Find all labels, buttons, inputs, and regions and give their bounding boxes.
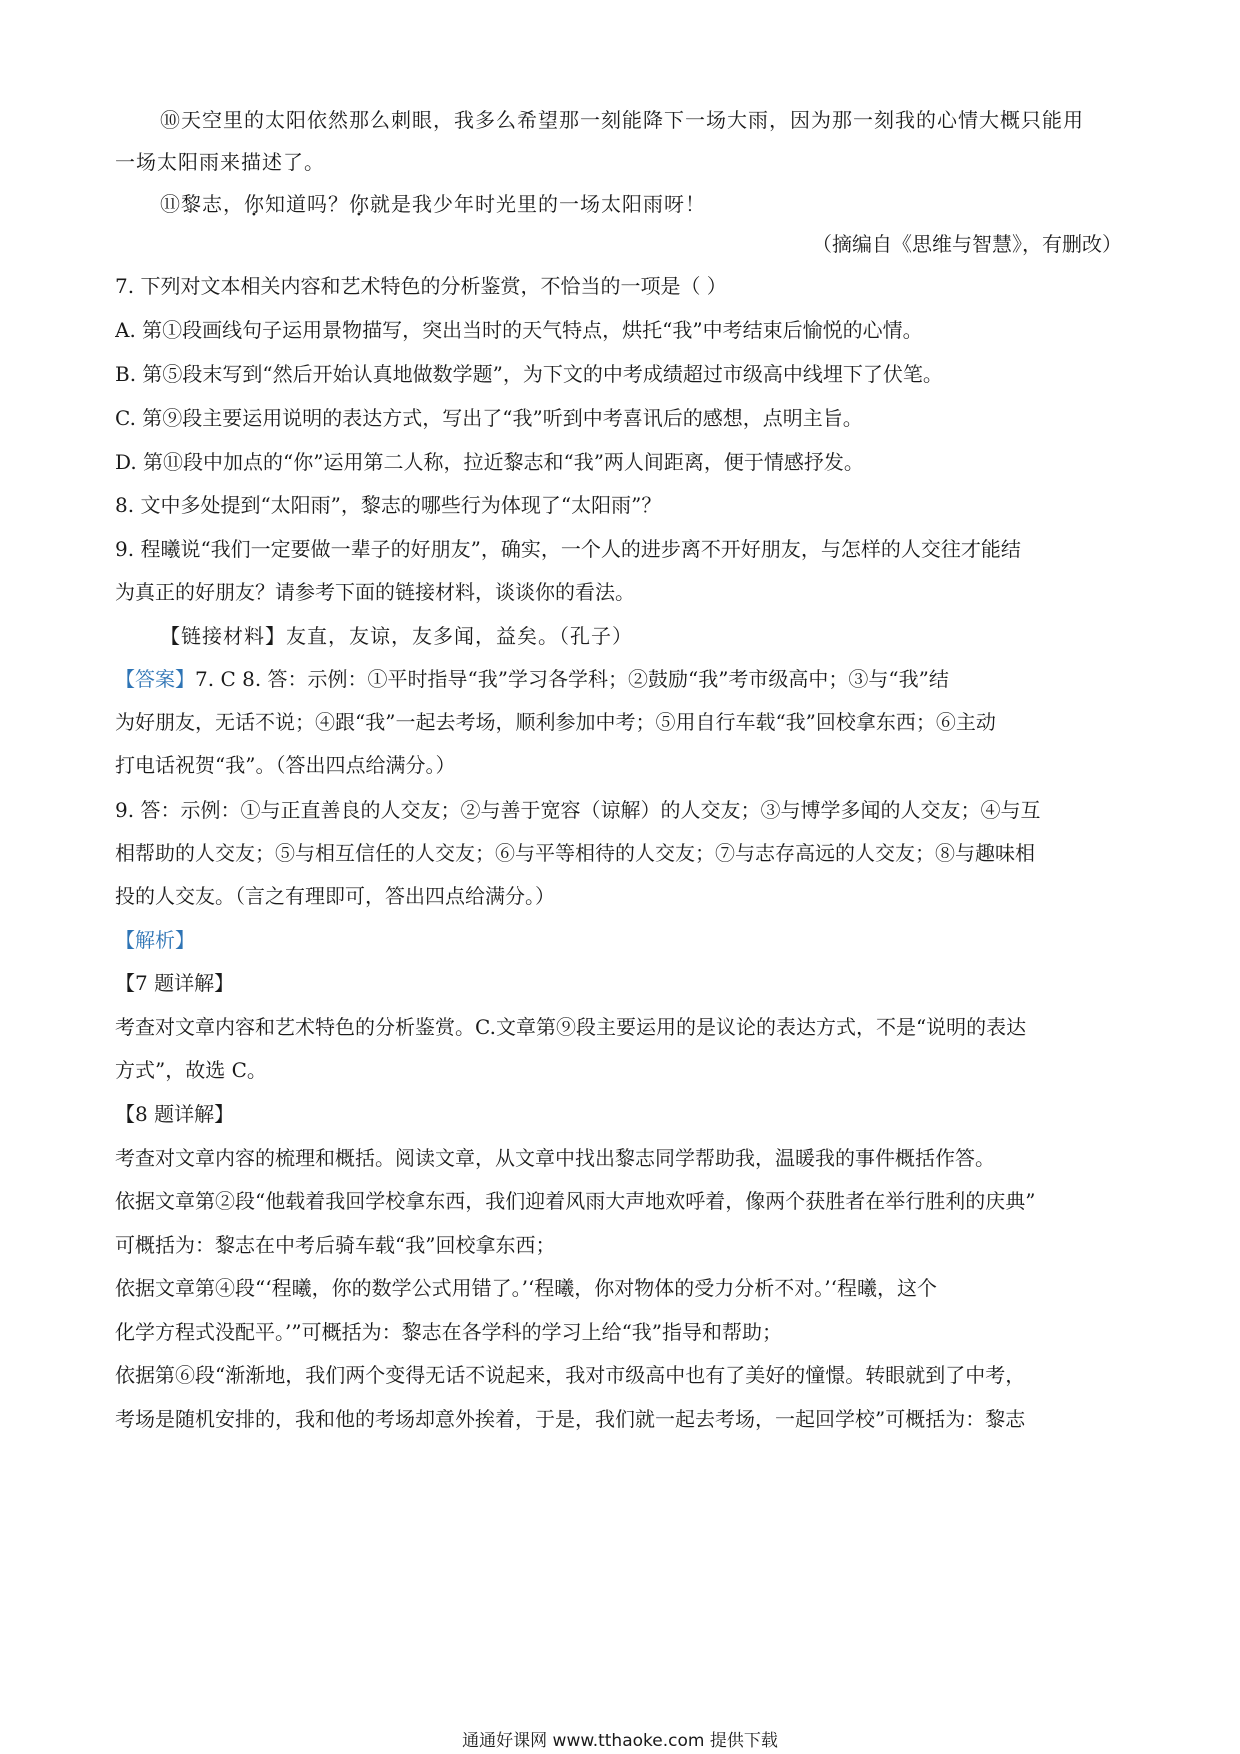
answer-tag: 【答案】: [115, 667, 195, 691]
paragraph-11-mid: 知道吗？: [265, 192, 349, 216]
question-7-option-b: B. 第⑤段末写到“然后开始认真地做数学题”，为下文的中考成绩超过市级高中线埋下了伏笔。: [115, 362, 943, 386]
question-7-option-c: C. 第⑨段主要运用说明的表达方式，写出了“我”听到中考喜讯后的感想，点明主旨。: [115, 406, 863, 430]
question-7-option-a: A. 第①段画线句子运用景物描写，突出当时的天气特点，烘托“我”中考结束后愉悦的心情。: [115, 318, 923, 342]
paragraph-10-line-2: 一场太阳雨来描述了。: [115, 150, 325, 174]
answer-line-2: 为好朋友，无话不说；④跟“我”一起去考场，顺利参加中考；⑤用自行车载“我”回校拿东西；⑥主动: [115, 710, 996, 734]
question-7-analysis-heading: 【7 题详解】: [115, 971, 235, 995]
question-9-line-2: 为真正的好朋友？请参考下面的链接材料，谈谈你的看法。: [115, 580, 635, 604]
paragraph-11-before: ⑪黎志，: [160, 192, 244, 216]
answer-line-4: 9. 答：示例：①与正直善良的人交友；②与善于宽容（谅解）的人交友；③与博学多闻的人交友；④与互: [115, 798, 1041, 822]
answer-line-6: 投的人交友。（言之有理即可，答出四点给满分。）: [115, 884, 555, 908]
link-material: 【链接材料】友直，友谅，友多闻，益矣。（孔子）: [160, 624, 633, 648]
question-9-line-1: 9. 程曦说“我们一定要做一辈子的好朋友”，确实，一个人的进步离不开好朋友，与怎样的人交往才能结: [115, 537, 1021, 561]
answer-line-3: 打电话祝贺“我”。（答出四点给满分。）: [115, 753, 456, 777]
emphasis-dot-you-2: 你: [349, 192, 370, 216]
question-8-analysis-line-5: 化学方程式没配平。’”可概括为：黎志在各学科的学习上给“我”指导和帮助；: [115, 1320, 783, 1344]
question-7-analysis-line-2: 方式”，故选 C。: [115, 1058, 267, 1082]
question-8-analysis-line-1: 考查对文章内容的梳理和概括。阅读文章，从文章中找出黎志同学帮助我，温暖我的事件概括作答。: [115, 1146, 995, 1170]
question-7-option-d: D. 第⑪段中加点的“你”运用第二人称，拉近黎志和“我”两人间距离，便于情感抒发。: [115, 450, 864, 474]
question-8-analysis-line-2: 依据文章第②段“他载着我回学校拿东西，我们迎着风雨大声地欢呼着，像两个获胜者在举行胜利的庆典”: [115, 1189, 1036, 1213]
question-8-analysis-line-6: 依据第⑥段“渐渐地，我们两个变得无话不说起来，我对市级高中也有了美好的憧憬。转眼就到了中考，: [115, 1363, 1026, 1387]
question-8-analysis-line-3: 可概括为：黎志在中考后骑车载“我”回校拿东西；: [115, 1233, 556, 1257]
paragraph-10-line-1: ⑩天空里的太阳依然那么刺眼，我多么希望那一刻能降下一场大雨，因为那一刻我的心情大概只能用: [160, 108, 1084, 132]
question-7-analysis-line-1: 考查对文章内容和艺术特色的分析鉴赏。C.文章第⑨段主要运用的是议论的表达方式，不是“说明的表达: [115, 1015, 1027, 1039]
emphasis-dot-you-1: 你: [244, 192, 265, 216]
question-8-analysis-line-7: 考场是随机安排的，我和他的考场却意外挨着，于是，我们就一起去考场，一起回学校”可概括为：黎志: [115, 1407, 1026, 1431]
question-8-analysis-line-4: 依据文章第④段“‘程曦，你的数学公式用错了。’‘程曦，你对物体的受力分析不对。’‘程曦，这个: [115, 1276, 938, 1300]
question-7: 7. 下列对文本相关内容和艺术特色的分析鉴赏，不恰当的一项是（ ）: [115, 274, 727, 298]
question-8-analysis-heading: 【8 题详解】: [115, 1102, 235, 1126]
answer-line-1-text: 7. C 8. 答：示例：①平时指导“我”学习各学科；②鼓励“我”考市级高中；③与“我”结: [195, 667, 949, 691]
answer-line-1: [115, 665, 1130, 693]
footer-source: 通通好课网 www.tthaoke.com 提供下载: [462, 1731, 778, 1751]
analysis-tag: 【解析】: [115, 928, 195, 952]
paragraph-11: [160, 190, 1130, 218]
paragraph-11-after: 就是我少年时光里的一场太阳雨呀！: [370, 192, 706, 216]
answer-line-5: 相帮助的人交友；⑤与相互信任的人交友；⑥与平等相待的人交友；⑦与志存高远的人交友；⑧与趣味相: [115, 841, 1035, 865]
source-citation: （摘编自《思维与智慧》，有删改）: [812, 232, 1122, 256]
question-8: 8. 文中多处提到“太阳雨”，黎志的哪些行为体现了“太阳雨”？: [115, 493, 662, 517]
